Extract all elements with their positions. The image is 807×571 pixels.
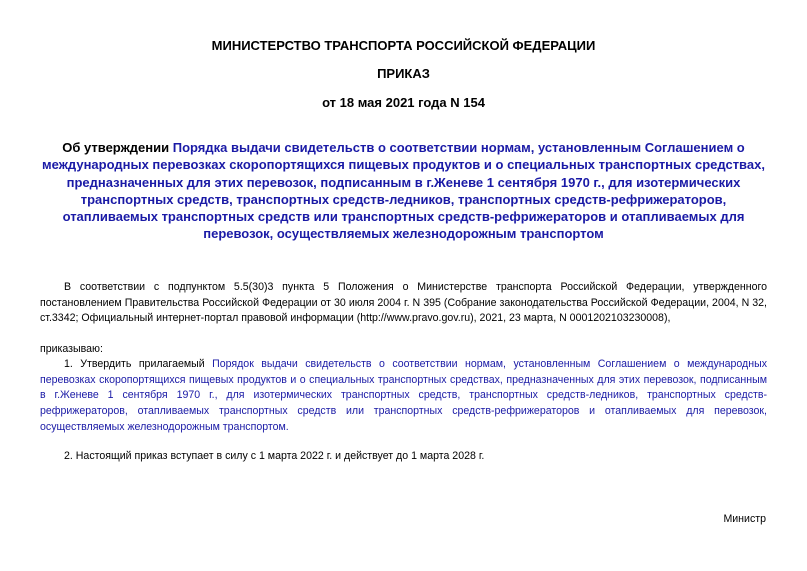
document-date-number: от 18 мая 2021 года N 154	[322, 95, 485, 110]
order-item-2: 2. Настоящий приказ вступает в силу с 1 марта 2022 г. и действует до 1 марта 2028 г.	[64, 450, 485, 462]
signature-position: Министр	[723, 513, 766, 525]
item1-prefix: 1. Утвердить прилагаемый	[64, 358, 213, 370]
order-item-1	[40, 357, 767, 436]
title-procedure-link[interactable]: Порядка выдачи свидетельств о соответствии нормам, установленным Соглашением о международных перевозках скоропортящихся пищевых продуктов и о специальных транспортных средствах, предназначенных для этих перевозок, подписанным в г.Женеве 1 сентября 1970 г., для изотермических транспортных средств, транспортных средств-ледников, транспортных средств-рефрижераторов, отапливаемых транспортных средств или транспортных средств-рефрижераторов и отапливаемых для перевозок, осуществляемых железнодорожным транспортом	[42, 140, 765, 242]
document-title	[40, 139, 767, 243]
title-prefix: Об утверждении	[62, 140, 173, 155]
order-word: приказываю:	[40, 343, 103, 355]
preamble-paragraph: В соответствии с подпунктом 5.5(30)3 пункта 5 Положения о Министерстве транспорта Российской Федерации, утвержденного постановлением Правительства Российской Федерации от 30 июля 2004 г. N 395 (Собрание законодательства Российской Федерации, 2004, N 32, ст.3342; Официальный интернет-портал правовой информации (http://www.pravo.gov.ru), 2021, 23 марта, N 0001202103230008),	[40, 281, 767, 325]
document-type: ПРИКАЗ	[377, 66, 430, 81]
ministry-heading: МИНИСТЕРСТВО ТРАНСПОРТА РОССИЙСКОЙ ФЕДЕРАЦИИ	[211, 38, 596, 53]
item1-procedure-link[interactable]: Порядок выдачи свидетельств о соответствии нормам, установленным Соглашением о международных перевозках скоропортящихся пищевых продуктов и о специальных транспортных средствах, предназначенных для этих перевозок, подписанным в г.Женеве 1 сентября 1970 г., для изотермических транспортных средств, транспортных средств-ледников, транспортных средств-рефрижераторов, отапливаемых транспортных средств или транспортных средств-рефрижераторов и отапливаемых для перевозок, осуществляемых железнодорожным транспортом.	[40, 358, 767, 433]
